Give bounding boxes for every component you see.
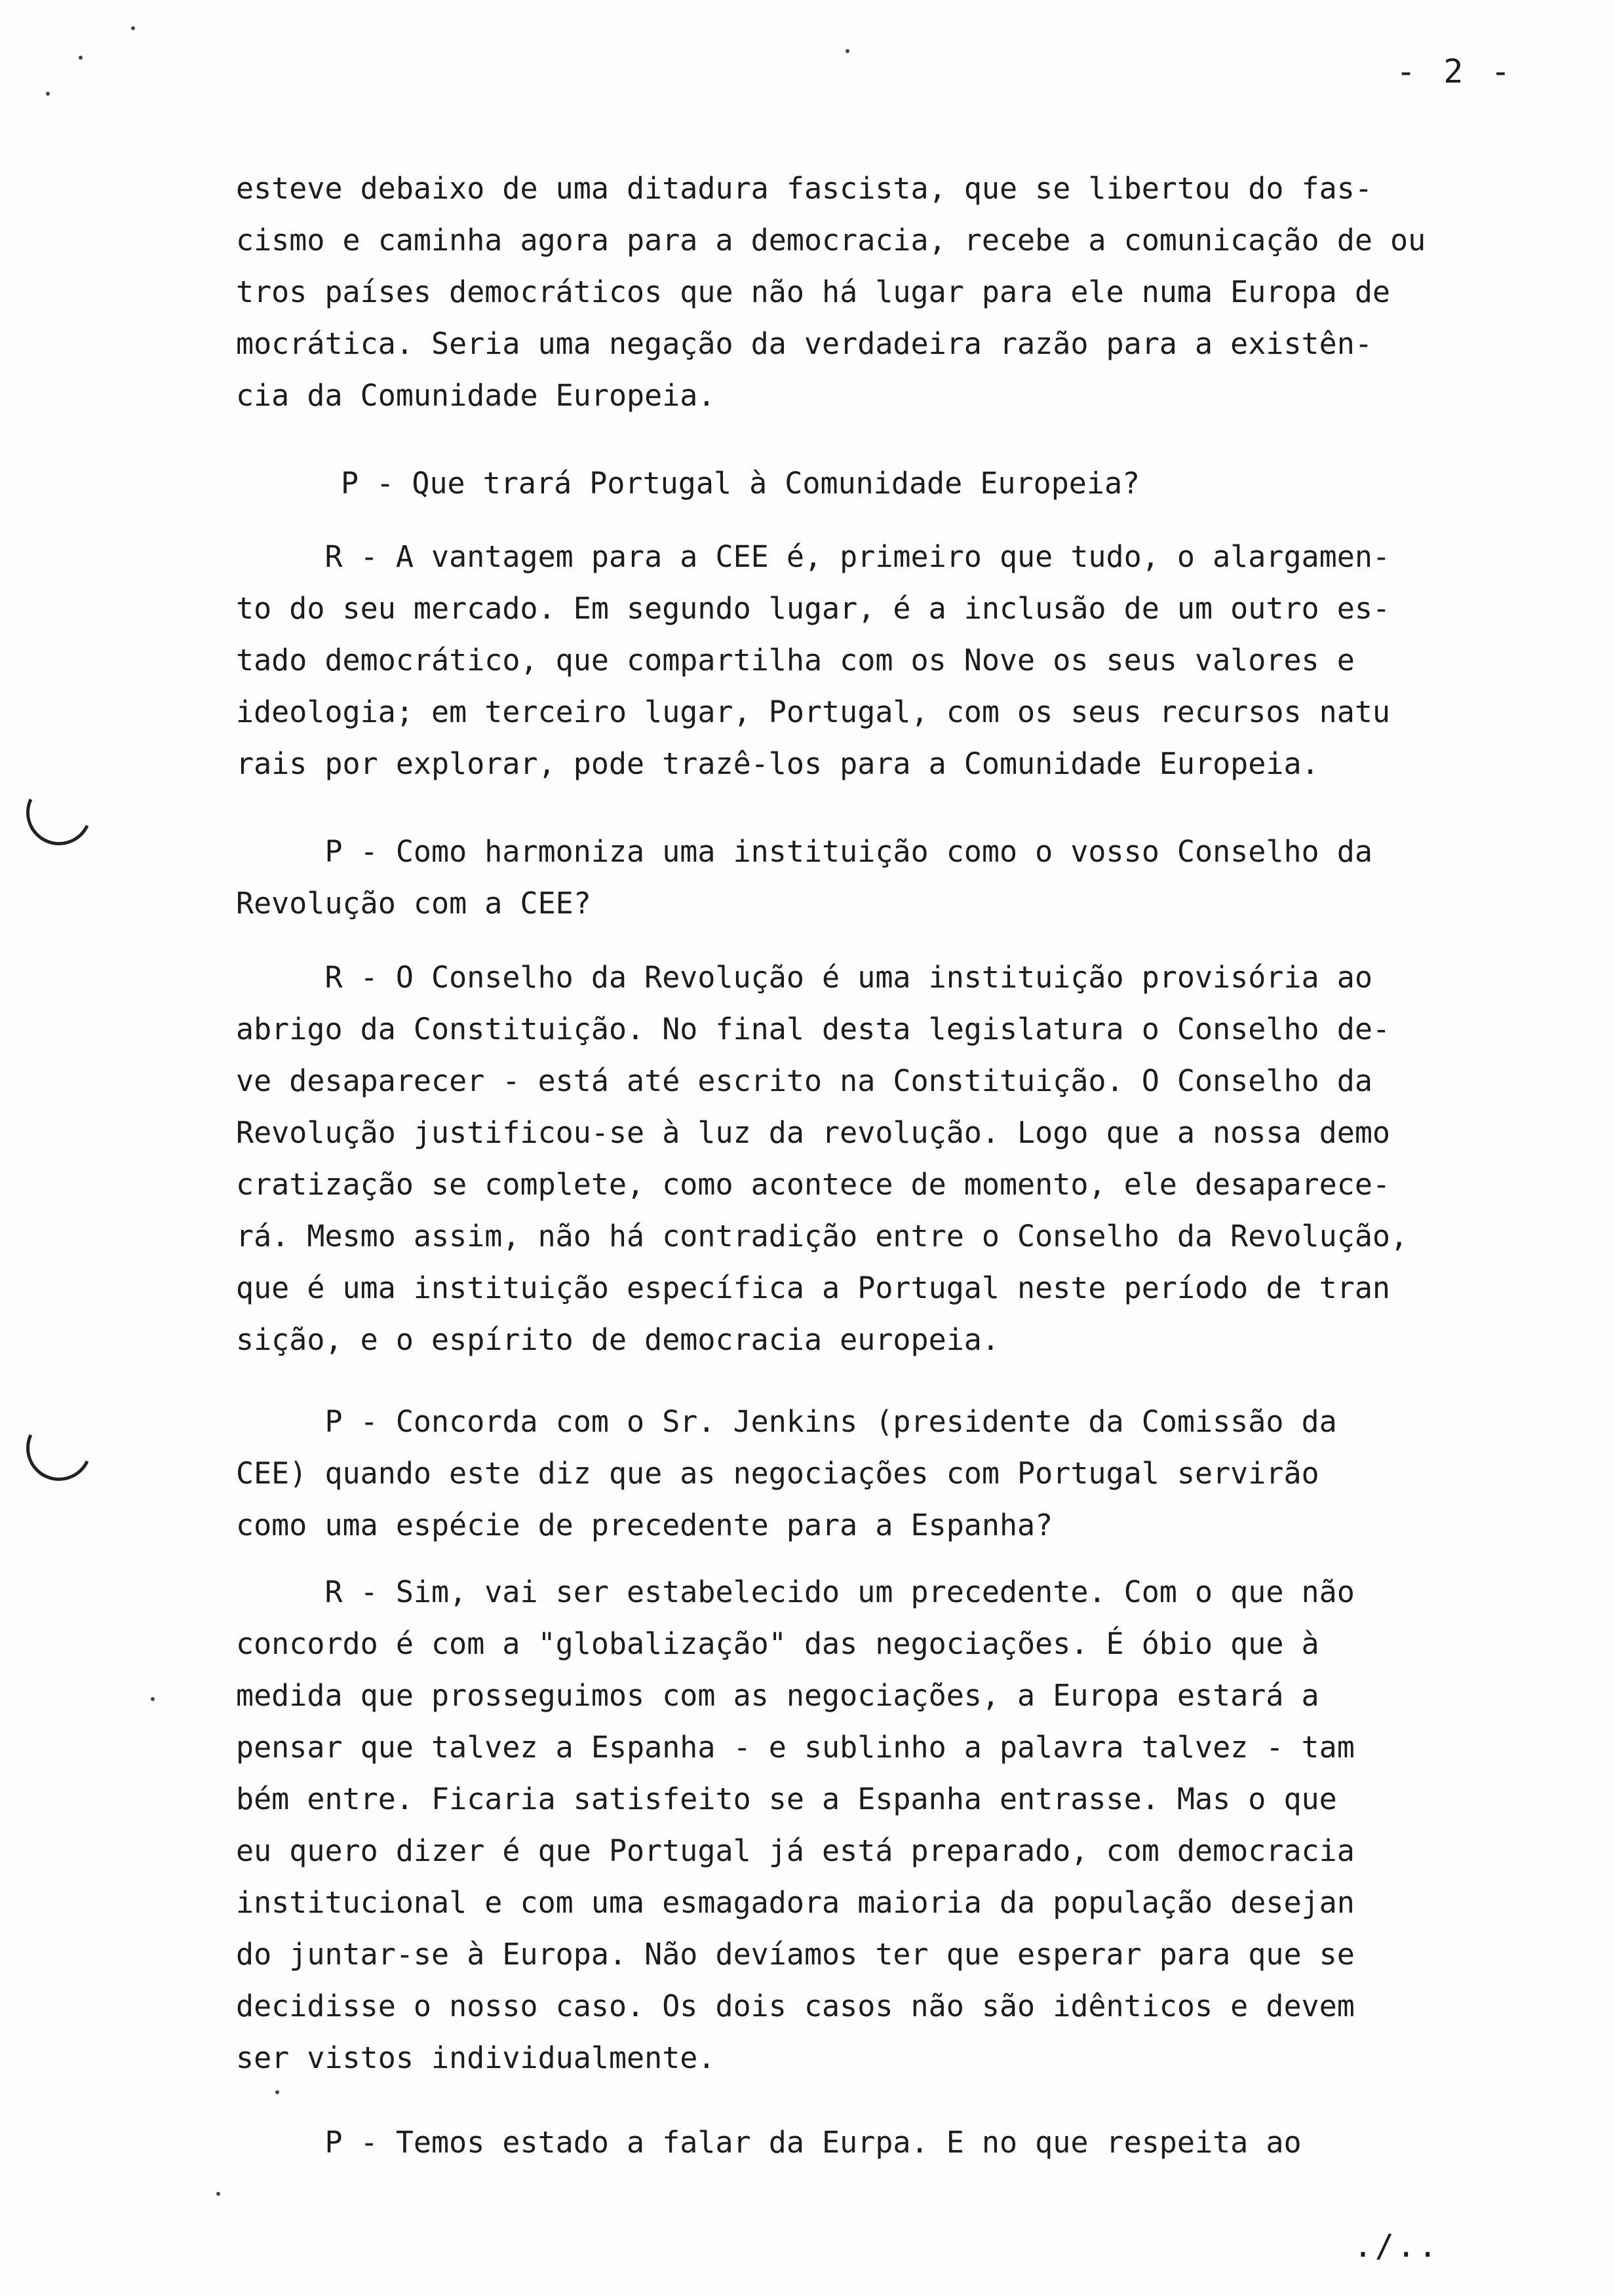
paper-speck [275,2090,279,2094]
paper-speck [151,1697,155,1701]
answer-revolution-council: R - O Conselho da Revolução é uma instituição provisória ao abrigo da Constituição. No final desta legislatura o Conselho de- ve desaparecer - está até escrito na Constituição. O Conselho da Revolução justificou-se à luz da revolução. Logo que a nossa demo cratização se complete, como acontece de momento, ele desaparece- rá. Mesmo assim, não há contradição entre o Conselho da Revolução, que é uma instituição específica a Portugal neste período de tran sição, e o espírito de democracia europeia. [236,960,1409,1357]
question-contribution: P - Que trará Portugal à Comunidade Europeia? [341,466,1140,501]
question-jenkins-precedent: P - Concorda com o Sr. Jenkins (presidente da Comissão da CEE) quando este diz que as negociações com Portugal servirão como uma espécie de precedente para a Espanha? [236,1404,1337,1542]
answer-contribution: R - A vantagem para a CEE é, primeiro que tudo, o alargamen- to do seu mercado. Em segundo lugar, é a inclusão de um outro es- tado democrático, que compartilha com os Nove os seus valores e ideologia; em terceiro lugar, Portugal, com os seus recursos natu rais por explorar, pode trazê-los para a Comunidade Europeia. [236,539,1390,781]
page-number: - 2 - [1396,52,1515,90]
paper-speck [79,56,83,60]
paper-speck [131,26,135,30]
paper-speck [846,49,849,53]
answer-jenkins-precedent: R - Sim, vai ser estabelecido um precedente. Com o que não concordo é com a "globalização" das negociações. É óbio que à medida que prosseguimos com as negociações, a Europa estará a pensar que talvez a Espanha - e sublinho a palavra talvez - tam bém entre. Ficaria satisfeito se a Espanha entrasse. Mas o que eu quero dizer é que Portugal já está preparado, com democracia institucional e com uma esmagadora maioria da população desejan do juntar-se à Europa. Não devíamos ter que esperar para que se decidisse o nosso caso. Os dois casos não são idênticos e devem ser vistos individualmente. [236,1575,1355,2075]
continuation-mark: ./.. [1353,2228,1440,2265]
question-europe-continued: P - Temos estado a falar da Eurpa. E no que respeita ao [236,2125,1302,2160]
punch-hole-top [17,771,101,854]
paragraph-opening: esteve debaixo de uma ditadura fascista, que se libertou do fas- cismo e caminha agora para a democracia, recebe a comunicação de ou tros países democráticos que não há lugar para ele numa Europa de mocrática. Seria uma negação da verdadeira razão para a existên- cia da Comunidade Europeia. [236,171,1426,413]
paper-speck [216,2192,220,2196]
punch-hole-bottom [17,1406,101,1490]
question-revolution-council: P - Como harmoniza uma instituição como o vosso Conselho da Revolução com a CEE? [236,834,1372,921]
paper-speck [46,92,50,96]
